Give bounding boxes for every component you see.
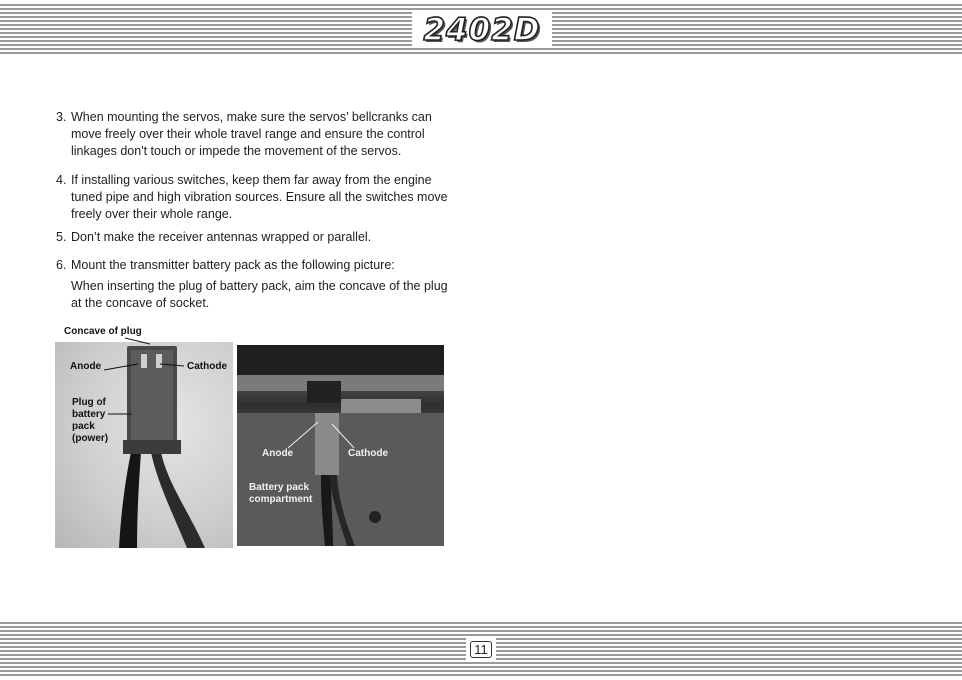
plug-label-line: battery [72,409,106,420]
header-logo [412,12,552,48]
compartment-label [249,482,312,506]
instruction-line: linkages don't touch or impede the movement of the servos. [71,144,402,158]
battery-compartment-illustration [237,345,444,546]
instruction-4 [56,172,471,223]
concave-label: Concave of plug [64,326,142,337]
compartment-label-line: Battery pack [249,482,310,493]
note-line: at the concave of socket. [71,296,210,310]
instruction-line: Mount the transmitter battery pack as the following picture: [71,258,395,272]
instruction-5 [56,229,471,246]
cathode-label: Cathode [187,361,227,372]
instruction-number: 6. [56,258,67,272]
instruction-line: If installing various switches, keep them far away from the engine [71,173,432,187]
instruction-line: move freely over their whole travel range and ensure the control [71,127,425,141]
anode-label: Anode [70,361,102,372]
instruction-6 [56,257,471,274]
plug-label [72,397,108,445]
instruction-number: 5. [56,230,67,244]
anode-label: Anode [262,448,294,459]
instruction-line: Don’t make the receiver antennas wrapped or parallel. [71,230,372,244]
logo-text: 2402D [423,12,541,48]
instruction-line: When mounting the servos, make sure the servos’ bellcranks can [71,110,432,124]
page-number: 11 [470,641,492,658]
plug-label-line: (power) [72,433,109,444]
instruction-3 [56,109,471,160]
plug-label-line: pack [72,421,95,432]
battery-compartment-photo [237,345,444,546]
instruction-line: freely over their whole range. [71,207,233,221]
instruction-line: tuned pipe and high vibration sources. Ensure all the switches move [71,190,448,204]
compartment-label-line: compartment [249,494,313,505]
note-line: When inserting the plug of battery pack, aim the concave of the plug [71,279,448,293]
plug-label-line: Plug of [72,397,106,408]
insertion-note [56,278,471,312]
instruction-number: 4. [56,173,67,187]
page-number-plate [466,638,496,660]
cathode-label: Cathode [348,448,388,459]
instruction-number: 3. [56,110,67,124]
